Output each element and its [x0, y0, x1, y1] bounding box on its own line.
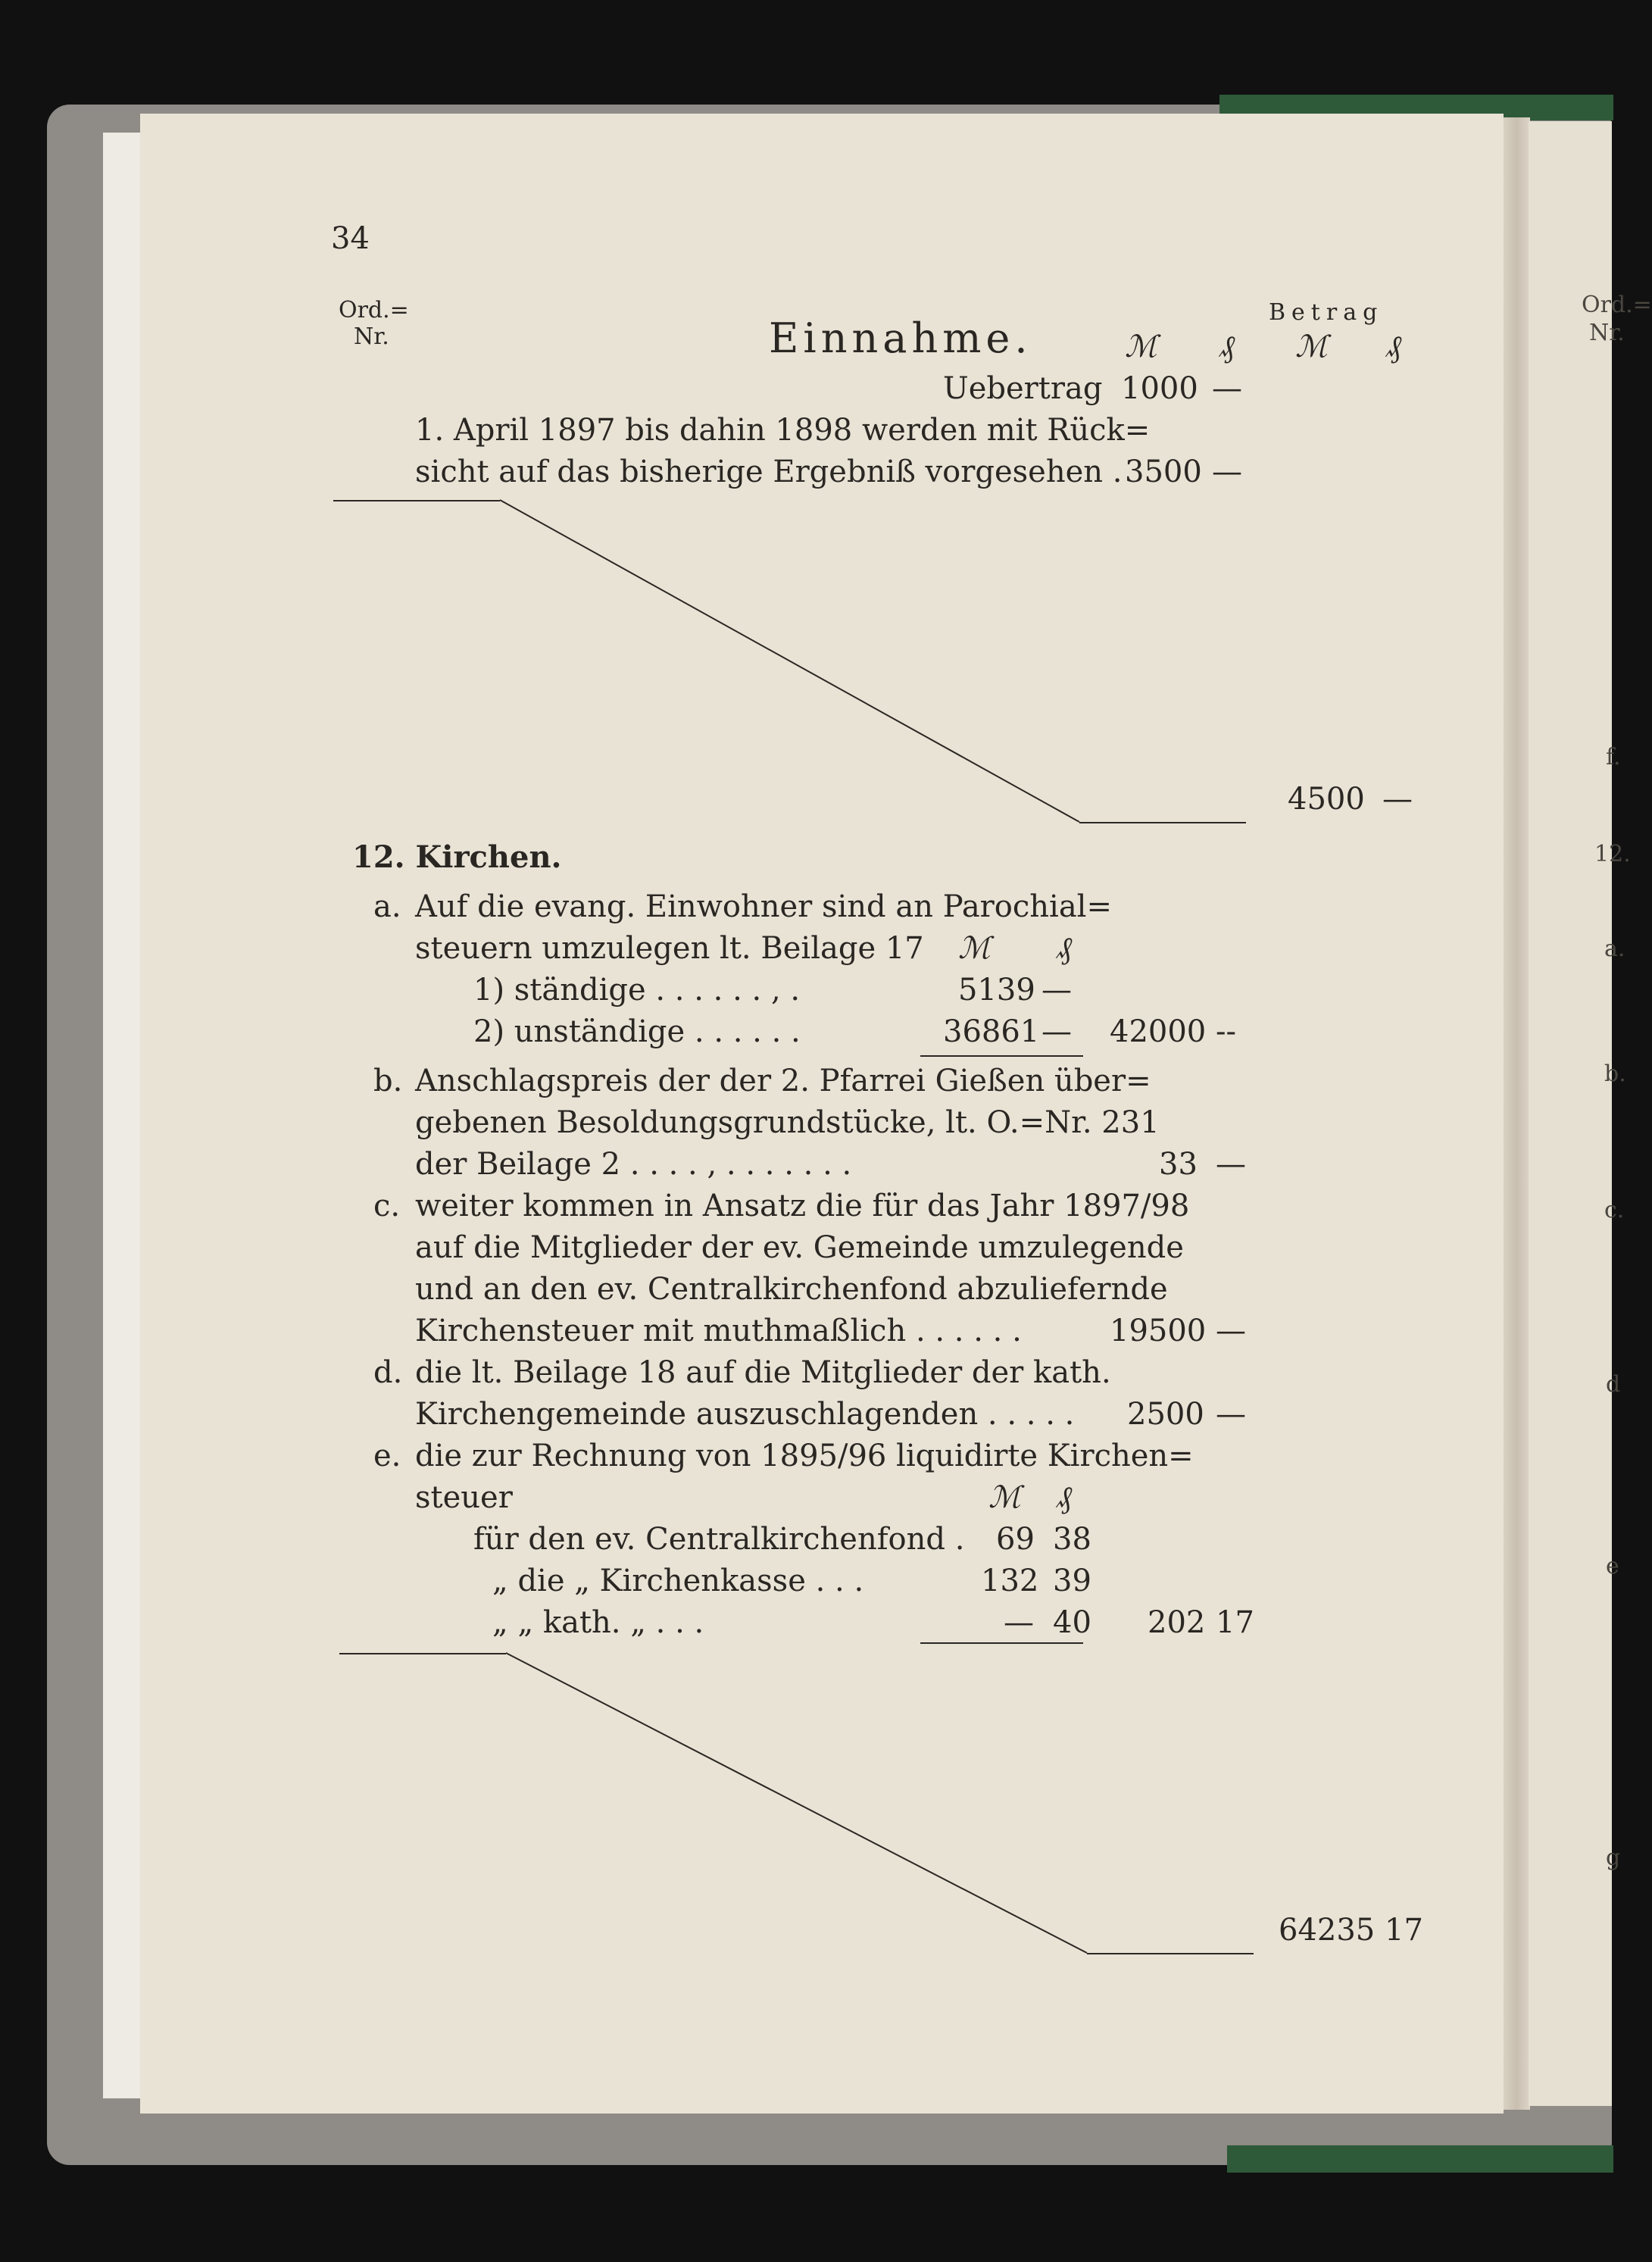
item-e-row1-pf: 38	[1053, 1522, 1091, 1557]
item-d-line-1: die lt. Beilage 18 auf die Mitglieder der kath.	[415, 1355, 1111, 1390]
subtotal-amount: 4500	[1288, 782, 1365, 817]
item-e-letter: e.	[373, 1439, 401, 1473]
diagonal-line-2	[506, 1653, 1087, 1953]
item-e-total-pf: 17	[1216, 1605, 1254, 1640]
item-d-amount: 2500	[1127, 1397, 1204, 1432]
item-a-sub2-label: 2) unständige . . . . . .	[473, 1014, 801, 1049]
betrag-header: Betrag	[1269, 299, 1384, 326]
mark-symbol-2: ℳ	[1295, 330, 1328, 364]
ord-header-2: Nr.	[354, 323, 389, 350]
mark-symbol-a: ℳ	[958, 931, 991, 966]
grand-total-pf: 17	[1385, 1913, 1423, 1948]
item-a-sub1-amount: 5139	[958, 973, 1035, 1008]
item-a-sub1-label: 1) ständige . . . . . . , .	[473, 973, 801, 1008]
item-d-pf: —	[1216, 1397, 1246, 1432]
diagonal-line-1	[500, 500, 1079, 822]
page-title: Einnahme.	[769, 314, 1032, 362]
item-a-sub2-pf: —	[1041, 1014, 1072, 1049]
item-e-total-mark: 202	[1148, 1605, 1206, 1640]
item-a-letter: a.	[373, 889, 401, 924]
item-c-line-4: Kirchensteuer mit muthmaßlich . . . . . .	[415, 1314, 1022, 1348]
item-e-row3-mark: —	[1004, 1605, 1034, 1640]
item-e-row2-pf: 39	[1053, 1564, 1091, 1598]
item-e-row1-mark: 69	[996, 1522, 1035, 1557]
ord-header-1: Ord.=	[339, 297, 409, 323]
grand-total-amount: 64235	[1279, 1913, 1376, 1948]
item-b-letter: b.	[373, 1064, 403, 1098]
right-margin-12: 12.	[1594, 841, 1631, 867]
april-line-2: sicht auf das bisherige Ergebniß vorgesehen .	[415, 455, 1123, 489]
item-a-line-1: Auf die evang. Einwohner sind an Parochial=	[415, 889, 1112, 924]
item-b-pf: —	[1216, 1147, 1246, 1182]
april-line-1: 1. April 1897 bis dahin 1898 werden mit Rück=	[415, 413, 1151, 448]
right-margin-b: b.	[1604, 1061, 1626, 1087]
right-ord-header-1: Ord.=	[1582, 292, 1652, 318]
item-a-total-pf: --	[1216, 1014, 1237, 1049]
item-a-line-2: steuern umzulegen lt. Beilage 17	[415, 931, 924, 966]
item-d-letter: d.	[373, 1355, 403, 1390]
pf-symbol-e: ₰	[1057, 1480, 1072, 1515]
pf-symbol-a: ₰	[1057, 931, 1072, 966]
april-pf: —	[1212, 455, 1242, 489]
right-margin-d: d	[1606, 1371, 1621, 1398]
section-12-heading: 12. Kirchen.	[352, 839, 562, 875]
item-c-amount: 19500	[1110, 1314, 1207, 1348]
item-c-line-3: und an den ev. Centralkirchenfond abzuliefernde	[415, 1272, 1168, 1307]
item-a-sub1-pf: —	[1041, 973, 1072, 1008]
item-e-line-2: steuer	[415, 1480, 513, 1515]
item-e-row2-label: „ die „ Kirchenkasse . . .	[492, 1564, 864, 1598]
subtotal-pf: —	[1382, 782, 1413, 817]
uebertrag-amount: 1000	[1121, 371, 1198, 406]
april-amount: 3500	[1125, 455, 1202, 489]
item-c-pf: —	[1216, 1314, 1246, 1348]
item-e-row3-pf: 40	[1053, 1605, 1091, 1640]
right-ord-header-2: Nr.	[1589, 320, 1625, 346]
item-e-line-1: die zur Rechnung von 1895/96 liquidirte Kirchen=	[415, 1439, 1194, 1473]
right-margin-a: a.	[1604, 936, 1625, 962]
item-e-row2-mark: 132	[981, 1564, 1039, 1598]
right-margin-e: e	[1606, 1553, 1619, 1579]
pf-symbol-2: ₰	[1386, 330, 1401, 364]
item-a-sub2-amount: 36861	[943, 1014, 1040, 1049]
item-b-amount: 33	[1159, 1147, 1198, 1182]
item-a-total: 42000	[1110, 1014, 1207, 1049]
item-b-line-1: Anschlagspreis der der 2. Pfarrei Gießen über=	[415, 1064, 1151, 1098]
uebertrag-pf: —	[1212, 371, 1242, 406]
pf-symbol-1: ₰	[1219, 330, 1235, 364]
right-margin-f: f.	[1606, 744, 1621, 770]
page-number: 34	[331, 221, 370, 256]
right-margin-c: c.	[1604, 1197, 1625, 1223]
item-e-row3-label: „ „ kath. „ . . .	[492, 1605, 704, 1640]
mark-symbol-1: ℳ	[1125, 330, 1157, 364]
item-c-line-2: auf die Mitglieder der ev. Gemeinde umzulegende	[415, 1230, 1184, 1265]
uebertrag-label: Uebertrag	[943, 371, 1103, 406]
mark-symbol-e: ℳ	[988, 1480, 1021, 1515]
item-b-line-2: gebenen Besoldungsgrundstücke, lt. O.=Nr. 231	[415, 1105, 1160, 1140]
item-d-line-2: Kirchengemeinde auszuschlagenden . . . . .	[415, 1397, 1075, 1432]
item-b-line-3: der Beilage 2 . . . . , . . . . . . .	[415, 1147, 852, 1182]
item-e-row1-label: für den ev. Centralkirchenfond .	[473, 1522, 965, 1557]
right-margin-g: g	[1606, 1845, 1621, 1871]
item-c-line-1: weiter kommen in Ansatz die für das Jahr 1897/98	[415, 1189, 1190, 1223]
item-c-letter: c.	[373, 1189, 401, 1223]
